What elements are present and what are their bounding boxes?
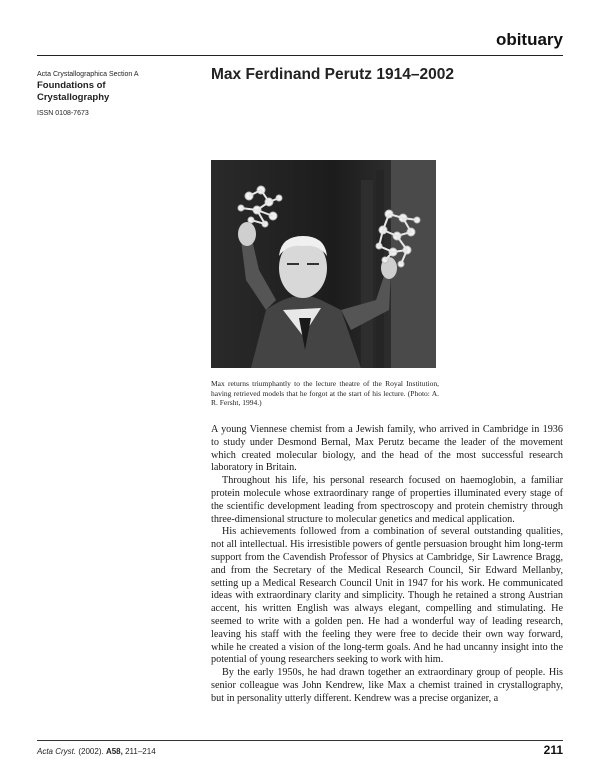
page-number: 211 [543,743,563,757]
footer-citation [37,747,156,756]
article-body [211,424,563,706]
article-title: Max Ferdinand Perutz 1914–2002 [211,66,454,83]
figure-caption: Max returns triumphantly to the lecture theatre of the Royal Institution, having retrieved models that he forgot at the start of his lecture. (Photo: A. R. Fersht, 1994.) [211,379,439,408]
body-paragraph: His achievements followed from a combination of several outstanding qualities, not all intellectual. His irresistible powers of gentle persuasion brought him long-term support from the Cavendish Professor of Physics at Cambridge, Sir Lawrence Bragg, and from the Secretary of the Medical Research Council, Sir Edward Mellanby, setting up a Medical Research Council Unit in 1947 for his work. He communicated ideas with extraordinary clarity and simplicity. Though he retained a strong Austrian accent, his written English was always elegant, compelling and stimulating. He seemed to write with a golden pen. He had a wonderful way of leading research, leaving his staff with the feeling they were free to decide their own way forward, while he created a vision of the long-term goals. And he had uncanny insight into the potential of young researchers seeking to work with him. [211,526,563,666]
section-label: obituary [495,30,563,49]
journal-series: Acta Crystallographica Section A [37,71,139,78]
footer-volume: A58, [105,747,123,756]
journal-issn: ISSN 0108-7673 [37,110,89,117]
footer-year: (2002). [78,747,104,756]
header-rule [37,55,563,56]
footer-journal: Acta Cryst. [37,747,77,756]
portrait-photo [211,160,436,368]
footer-rule [37,740,563,741]
body-paragraph: By the early 1950s, he had drawn together an extraordinary group of people. His senior colleague was John Kendrew, like Max a chemist trained in crystallography, but in personality utterly different. Kendrew was a precise organizer, a [211,667,563,704]
journal-block [37,70,202,117]
footer-pages: 211–214 [125,747,156,756]
body-paragraph: A young Viennese chemist from a Jewish family, who arrived in Cambridge in 1936 to study under Desmond Bernal, Max Perutz became the leader of the movement which created molecular biology, and the head of the most successful research laboratory in Britain. [211,424,563,474]
journal-name [37,80,202,104]
journal-name-line1: Foundations of [37,80,106,91]
body-paragraph: Throughout his life, his personal research focused on haemoglobin, a familiar protein molecule whose extraordinary range of properties illuminated every stage of the scientific development leading from spectroscopy and protein chemistry through three-dimensional structure to molecular genetics and medical application. [211,475,563,525]
journal-name-line2: Crystallography [37,92,110,103]
